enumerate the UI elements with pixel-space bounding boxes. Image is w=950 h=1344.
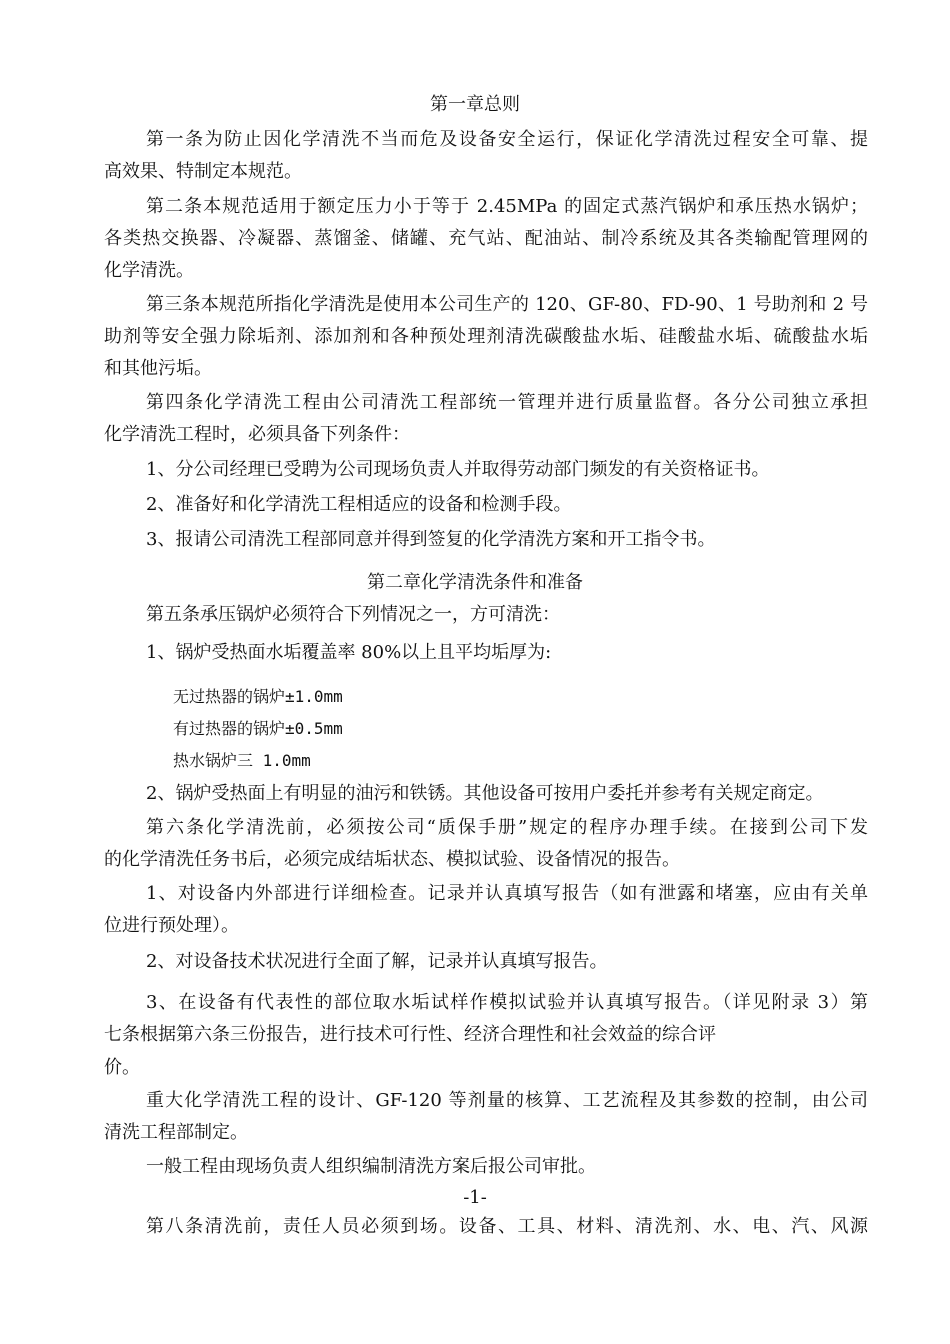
article-6-line-2: 的化学清洗任务书后，必须完成结垢状态、模拟试验、设备情况的报告。: [104, 849, 680, 870]
article-2-line-1: 第二条本规范适用于额定压力小于等于 2.45MPa 的固定式蒸汽锅炉和承压热水锅炉；: [146, 196, 868, 217]
thickness-line-1: 无过热器的锅炉±1.0mm: [173, 687, 343, 706]
article-5-item-2: 2、锅炉受热面上有明显的油污和铁锈。其他设备可按用户委托并参考有关规定商定。: [146, 783, 824, 804]
article-6-item-2: 2、对设备技术状况进行全面了解，记录并认真填写报告。: [146, 951, 608, 972]
article-7-line-1: 七条根据第六条三份报告，进行技术可行性、经济合理性和社会效益的综合评: [104, 1024, 716, 1045]
article-7-para-3: 一般工程由现场负责人组织编制清洗方案后报公司审批。: [146, 1156, 596, 1177]
article-4-line-1: 第四条化学清洗工程由公司清洗工程部统一管理并进行质量监督。各分公司独立承担: [146, 392, 868, 413]
article-3-line-1: 第三条本规范所指化学清洗是使用本公司生产的 120、GF-80、FD-90、1 号助剂和 2 号: [146, 294, 868, 315]
article-6-item-1-line-1: 1、对设备内外部进行详细检查。记录并认真填写报告（如有泄露和堵塞，应由有关单: [146, 883, 868, 904]
page-number: -1-: [463, 1187, 487, 1208]
article-8-line-1: 第八条清洗前，责任人员必须到场。设备、工具、材料、清洗剂、水、电、汽、风源: [146, 1216, 868, 1237]
article-5-item-1: 1、锅炉受热面水垢覆盖率 80%以上且平均垢厚为:: [146, 642, 552, 663]
article-7-para-2-line-2: 清洗工程部制定。: [104, 1122, 248, 1143]
article-3-line-2: 助剂等安全强力除垢剂、添加剂和各种预处理剂清洗碳酸盐水垢、硅酸盐水垢、硫酸盐水垢: [104, 326, 868, 347]
article-4-item-2: 2、准备好和化学清洗工程相适应的设备和检测手段。: [146, 494, 572, 515]
article-7-para-2-line-1: 重大化学清洗工程的设计、GF-120 等剂量的核算、工艺流程及其参数的控制，由公司: [146, 1090, 868, 1111]
article-4-item-1: 1、分公司经理已受聘为公司现场负责人并取得劳动部门频发的有关资格证书。: [146, 459, 770, 480]
article-6-line-1: 第六条化学清洗前，必须按公司“质保手册”规定的程序办理手续。在接到公司下发: [146, 817, 868, 838]
chapter-1-title: 第一章总则: [430, 94, 520, 115]
article-6-item-3: 3、在设备有代表性的部位取水垢试样作模拟试验并认真填写报告。（详见附录 3）第: [146, 992, 868, 1013]
article-1-line-2: 高效果、特制定本规范。: [104, 161, 302, 182]
article-1-line-1: 第一条为防止因化学清洗不当而危及设备安全运行，保证化学清洗过程安全可靠、提: [146, 129, 868, 150]
chapter-2-title: 第二章化学清洗条件和准备: [367, 572, 583, 593]
article-4-item-3: 3、报请公司清洗工程部同意并得到签复的化学清洗方案和开工指令书。: [146, 529, 716, 550]
article-7-line-2: 价。: [104, 1057, 140, 1078]
article-2-line-3: 化学清洗。: [104, 260, 194, 281]
article-2-line-2: 各类热交换器、冷凝器、蒸馏釜、储罐、充气站、配油站、制冷系统及其各类输配管理网的: [104, 228, 868, 249]
article-5: 第五条承压锅炉必须符合下列情况之一，方可清洗：: [146, 604, 560, 625]
thickness-line-2: 有过热器的锅炉±0.5mm: [173, 719, 343, 738]
thickness-line-3: 热水锅炉三 1.0mm: [173, 751, 311, 770]
article-3-line-3: 和其他污垢。: [104, 358, 212, 379]
article-4-line-2: 化学清洗工程时，必须具备下列条件：: [104, 424, 410, 445]
article-6-item-1-line-2: 位进行预处理）。: [104, 915, 239, 936]
